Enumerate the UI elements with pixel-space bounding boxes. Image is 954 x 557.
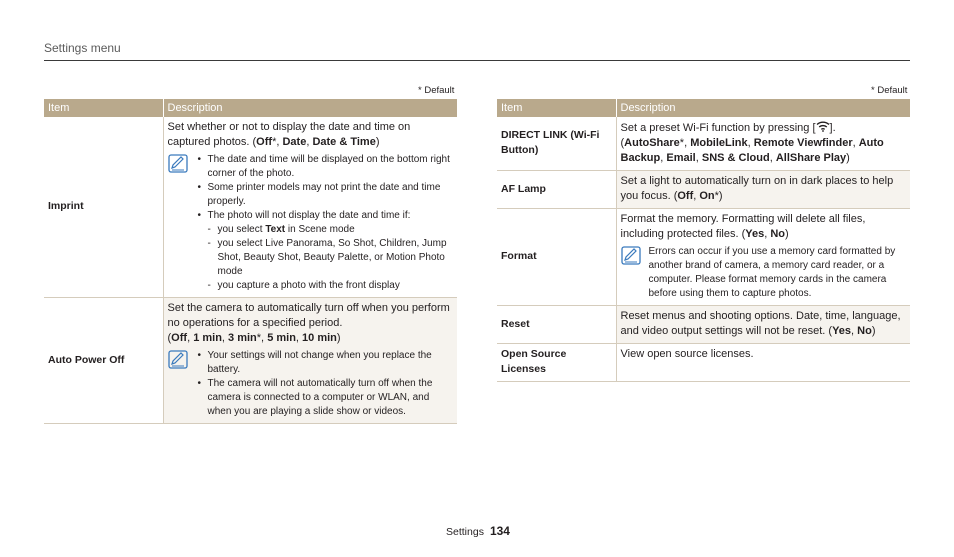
table-row-open-source-licenses	[497, 344, 910, 382]
table-row-format	[497, 209, 910, 306]
note-text: Errors can occur if you use a memory card formatted by another brand of camera, a memory card reader, or a computer. Please format memory cards in the camera before using them to capture photos.	[648, 246, 896, 299]
note-subitem: - you select Text in Scene mode	[208, 223, 454, 237]
item-cell: DIRECT LINK (Wi-Fi Button)	[497, 117, 616, 171]
table-row-imprint	[44, 117, 457, 298]
note-subitem: - you capture a photo with the front display	[208, 279, 454, 293]
item-cell: AF Lamp	[497, 171, 616, 209]
column-header-description: Description	[163, 99, 457, 117]
note-item: • The camera will not automatically turn off when the camera is connected to a computer or WLAN, and when you are playing a slide show or videos.	[196, 377, 454, 419]
note-pencil-icon	[168, 350, 188, 369]
description-cell: View open source licenses.	[616, 344, 910, 382]
table-row-direct-link	[497, 117, 910, 171]
note-block	[168, 153, 454, 293]
table-row-af-lamp	[497, 171, 910, 209]
description-text: Set the camera to automatically turn off when you perform no operations for a specified period.	[167, 302, 450, 329]
column-header-item: Item	[497, 99, 616, 117]
item-cell: Imprint	[44, 117, 163, 298]
page-footer	[446, 524, 510, 538]
table-row-auto-power-off	[44, 298, 457, 424]
description-text: Set whether or not to display the date and time on captured photos. (Off*, Date, Date & Time)	[167, 121, 411, 148]
description-cell	[163, 117, 457, 298]
note-item: • The photo will not display the date and time if: - you select Text in Scene mode - you select Live Panorama, So Shot, Children, Jump Shot, Beauty Shot, Beauty Palette, or Motion Photo mode - you capture a photo with the front display	[196, 209, 454, 293]
settings-table-left	[44, 99, 457, 424]
description-text: Format the memory. Formatting will delete all files, including protected files. (Yes, No)	[620, 213, 866, 240]
item-cell: Open Source Licenses	[497, 344, 616, 382]
description-text: Set a preset Wi-Fi function by pressing [ ].	[620, 122, 836, 134]
options-text: (Off, 1 min, 3 min*, 5 min, 10 min)	[167, 332, 341, 344]
item-cell: Reset	[497, 306, 616, 344]
note-item: • Some printer models may not print the date and time properly.	[196, 181, 454, 209]
note-item: • Your settings will not change when you replace the battery.	[196, 349, 454, 377]
note-pencil-icon	[621, 246, 641, 265]
wifi-icon	[816, 120, 830, 132]
default-note-right: * Default	[871, 85, 908, 96]
header-divider	[44, 60, 910, 61]
description-text: Reset menus and shooting options. Date, time, language, and video output settings will not be reset. (Yes, No)	[620, 310, 901, 337]
table-header-row	[44, 99, 457, 117]
description-cell	[616, 171, 910, 209]
item-cell: Format	[497, 209, 616, 306]
options-text: (AutoShare*, MobileLink, Remote Viewfinder, Auto Backup, Email, SNS & Cloud, AllShare Play)	[620, 137, 884, 164]
page-section-title: Settings menu	[44, 41, 121, 55]
note-block	[621, 245, 907, 301]
page-number: 134	[489, 524, 510, 538]
footer-section-label: Settings	[446, 526, 484, 538]
note-pencil-icon	[168, 154, 188, 173]
description-cell	[616, 306, 910, 344]
description-cell	[616, 209, 910, 306]
default-note-left: * Default	[418, 85, 455, 96]
description-text: Set a light to automatically turn on in dark places to help you focus. (Off, On*)	[620, 175, 894, 202]
table-row-reset	[497, 306, 910, 344]
description-cell	[163, 298, 457, 424]
note-item: • The date and time will be displayed on the bottom right corner of the photo.	[196, 153, 454, 181]
description-cell	[616, 117, 910, 171]
table-header-row	[497, 99, 910, 117]
settings-table-right	[497, 99, 910, 382]
note-block	[168, 349, 454, 419]
column-header-description: Description	[616, 99, 910, 117]
note-subitem: - you select Live Panorama, So Shot, Children, Jump Shot, Beauty Shot, Beauty Palette, or Motion Photo mode	[208, 237, 454, 279]
column-header-item: Item	[44, 99, 163, 117]
item-cell: Auto Power Off	[44, 298, 163, 424]
